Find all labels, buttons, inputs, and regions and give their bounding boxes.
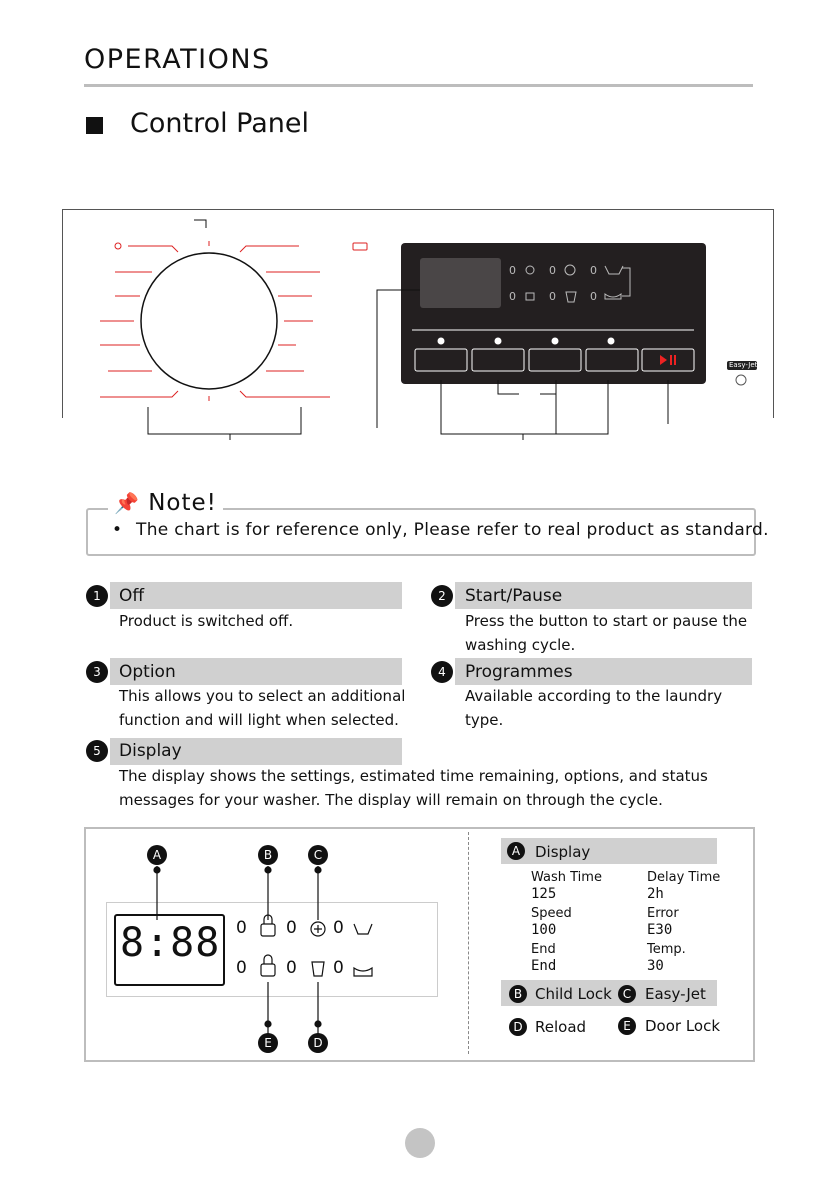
item-desc: Available according to the laundry type. [465, 687, 723, 729]
end-label: End [531, 942, 556, 957]
note-title: 📌 Note! [108, 490, 223, 516]
control-panel-drawing [0, 0, 839, 470]
legend-badge: A [507, 842, 525, 860]
item-off-bar [110, 582, 402, 609]
item-number: 3 [86, 661, 108, 683]
item-desc: The display shows the settings, estimated time remaining, options, and status messages for your washer. The display will remain on through the cycle. [119, 767, 708, 809]
item-number: 5 [86, 740, 108, 762]
display-legend-bar [501, 838, 717, 864]
svg-text:0: 0 [590, 264, 597, 277]
legend-badge: C [618, 985, 636, 1003]
legend-title: Display [535, 843, 591, 861]
svg-text:0: 0 [509, 264, 516, 277]
callout-b: B [258, 845, 278, 865]
speed-value: 100 [531, 922, 557, 938]
callout-a: A [147, 845, 167, 865]
digit: 0 [333, 958, 344, 978]
pushpin-icon: 📌 [114, 491, 140, 515]
easy-jet-label: Easy-Jet [645, 985, 706, 1003]
legend-badge: B [509, 985, 527, 1003]
reload-label: Reload [535, 1018, 587, 1036]
dashed-divider [468, 832, 469, 1054]
item-label: Off [119, 586, 145, 606]
easy-jet-badge: Easy-Jet [729, 361, 758, 369]
svg-text:0: 0 [549, 290, 556, 303]
wash-time-label: Wash Time [531, 870, 602, 885]
legend-badge: D [509, 1018, 527, 1036]
child-lock-label: Child Lock [535, 985, 612, 1003]
callout-c: C [308, 845, 328, 865]
item-label: Programmes [465, 662, 573, 682]
svg-text:0: 0 [590, 290, 597, 303]
callout-e: E [258, 1033, 278, 1053]
digit: 0 [333, 918, 344, 938]
speed-label: Speed [531, 906, 572, 921]
item-desc: Product is switched off. [119, 612, 294, 630]
digit: 0 [236, 918, 247, 938]
note-text: • The chart is for reference only, Please refer to real product as standard. [112, 520, 769, 540]
callout-d: D [308, 1033, 328, 1053]
item-number: 4 [431, 661, 453, 683]
item-label: Start/Pause [465, 586, 563, 606]
programme-dial [141, 253, 277, 389]
error-label: Error [647, 906, 679, 921]
delay-time-value: 2h [647, 886, 664, 902]
temp-value: 30 [647, 958, 664, 974]
item-number: 1 [86, 585, 108, 607]
svg-text:0: 0 [509, 290, 516, 303]
section-title: Control Panel [130, 108, 310, 139]
page-title: OPERATIONS [84, 44, 271, 75]
delay-time-label: Delay Time [647, 870, 721, 885]
door-lock-label: Door Lock [645, 1017, 721, 1035]
digit: 0 [286, 958, 297, 978]
error-value: E30 [647, 922, 673, 938]
digit: 0 [286, 918, 297, 938]
temp-label: Temp. [647, 942, 686, 957]
wash-time-value: 125 [531, 886, 557, 902]
lcd-digits: 8:88 [120, 920, 221, 966]
page-number-dot [405, 1128, 435, 1158]
item-label: Display [119, 741, 182, 761]
item-desc: This allows you to select an additional function and will light when selected. [119, 687, 406, 729]
item-label: Option [119, 662, 176, 682]
item-number: 2 [431, 585, 453, 607]
item-desc: Press the button to start or pause the washing cycle. [465, 612, 748, 654]
end-value: End [531, 958, 557, 974]
digit: 0 [236, 958, 247, 978]
legend-badge: E [618, 1017, 636, 1035]
svg-text:0: 0 [549, 264, 556, 277]
